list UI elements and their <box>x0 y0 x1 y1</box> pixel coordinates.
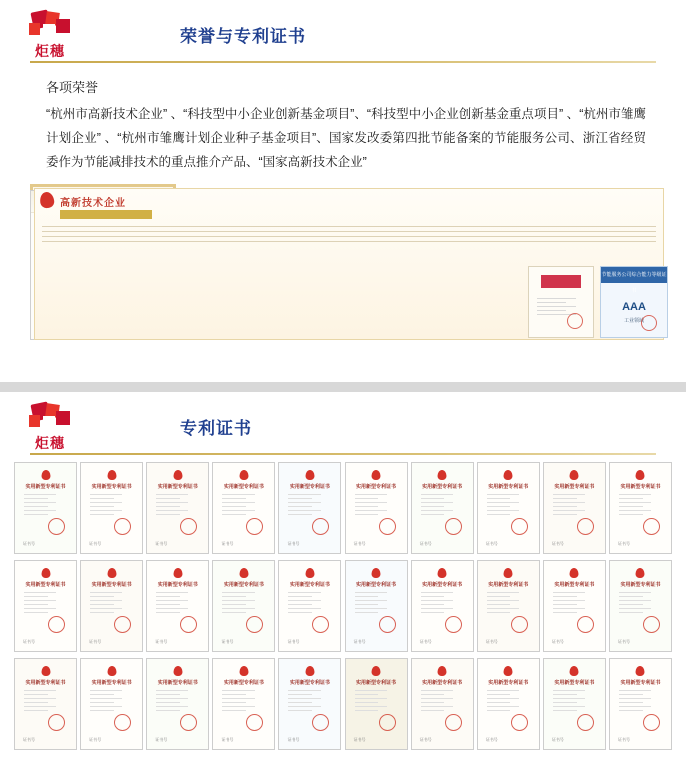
seal-icon <box>567 313 583 329</box>
patent-footer: 证书号 <box>89 737 102 742</box>
flame-icon <box>504 666 513 676</box>
flame-icon <box>41 568 50 578</box>
logo-text: 炬穗 <box>35 43 65 59</box>
patent-title: 实用新型专利证书 <box>223 484 264 490</box>
logo-text: 炬穗 <box>35 435 65 451</box>
seal-icon <box>643 518 660 535</box>
patent-title: 实用新型专利证书 <box>157 582 198 588</box>
flame-icon <box>372 470 381 480</box>
patent-certificate <box>80 658 143 750</box>
patent-footer: 证书号 <box>89 541 102 546</box>
seal-icon <box>379 714 396 731</box>
patent-footer: 证书号 <box>419 541 432 546</box>
seal-icon <box>114 518 131 535</box>
flame-icon <box>438 568 447 578</box>
certificate-gallery <box>30 184 668 344</box>
patent-title: 实用新型专利证书 <box>620 680 661 686</box>
company-logo <box>22 10 78 58</box>
seal-icon <box>643 616 660 633</box>
patent-footer: 证书号 <box>23 541 35 546</box>
flame-icon <box>305 470 314 480</box>
patent-certificate <box>477 462 540 554</box>
seal-icon <box>180 616 197 633</box>
patent-title: 实用新型专利证书 <box>488 484 529 490</box>
patent-footer: 证书号 <box>221 639 234 644</box>
patent-footer: 证书号 <box>617 639 630 644</box>
patent-footer: 证书号 <box>551 737 564 742</box>
flame-icon <box>41 666 50 676</box>
flame-icon <box>636 568 645 578</box>
flame-icon <box>305 666 314 676</box>
seal-icon <box>511 616 528 633</box>
patent-row <box>14 560 672 652</box>
patent-certificate <box>146 658 209 750</box>
seal-icon <box>48 518 65 535</box>
patent-title: 实用新型专利证书 <box>422 582 463 588</box>
patent-footer: 证书号 <box>419 639 432 644</box>
patent-footer: 证书号 <box>221 541 234 546</box>
patent-footer: 证书号 <box>485 639 498 644</box>
patent-certificate <box>146 462 209 554</box>
patent-title: 实用新型专利证书 <box>223 582 264 588</box>
flame-icon <box>636 666 645 676</box>
seal-icon <box>511 714 528 731</box>
patent-footer: 证书号 <box>617 541 630 546</box>
flame-icon <box>239 470 248 480</box>
patent-certificate <box>345 560 408 652</box>
patent-title: 实用新型专利证书 <box>91 484 132 490</box>
patent-title: 实用新型专利证书 <box>620 484 661 490</box>
flame-icon <box>504 568 513 578</box>
patent-footer: 证书号 <box>23 639 35 644</box>
flame-icon <box>570 568 579 578</box>
patent-certificate <box>411 560 474 652</box>
flame-icon <box>41 470 50 480</box>
seal-icon <box>180 714 197 731</box>
slide-page-patents <box>0 392 686 777</box>
patent-title: 实用新型专利证书 <box>25 680 66 686</box>
seal-icon <box>577 616 594 633</box>
patent-title: 实用新型专利证书 <box>289 484 330 490</box>
patent-title: 实用新型专利证书 <box>422 680 463 686</box>
seal-icon <box>180 518 197 535</box>
patent-certificate <box>14 658 77 750</box>
seal-icon <box>114 616 131 633</box>
flame-icon <box>239 568 248 578</box>
patent-certificate <box>543 658 606 750</box>
seal-icon <box>48 616 65 633</box>
seal-icon <box>577 518 594 535</box>
seal-icon <box>577 714 594 731</box>
patent-certificate <box>212 658 275 750</box>
patent-title: 实用新型专利证书 <box>554 582 595 588</box>
patent-title: 实用新型专利证书 <box>25 582 66 588</box>
patent-footer: 证书号 <box>485 541 498 546</box>
grade-cert-subtitle: 工业领域 <box>623 318 644 324</box>
patent-certificate <box>609 462 672 554</box>
patent-certificate <box>345 658 408 750</box>
patent-footer: 证书号 <box>353 541 366 546</box>
patent-footer: 证书号 <box>353 737 366 742</box>
seal-icon <box>246 518 263 535</box>
honors-text-block <box>0 62 686 178</box>
flame-icon <box>305 568 314 578</box>
patent-certificate <box>609 658 672 750</box>
patent-certificate <box>543 560 606 652</box>
seal-icon <box>48 714 65 731</box>
page-header <box>0 0 686 62</box>
flame-icon <box>107 568 116 578</box>
patent-certificate <box>212 560 275 652</box>
flame-icon <box>239 666 248 676</box>
patent-certificate <box>146 560 209 652</box>
patent-footer: 证书号 <box>551 541 564 546</box>
energy-service-grade-certificate <box>600 266 668 338</box>
patent-certificate <box>80 462 143 554</box>
patent-title: 实用新型专利证书 <box>620 582 661 588</box>
flame-icon <box>173 470 182 480</box>
grade-cert-header: 节能服务公司综合能力等级证书 <box>601 267 667 283</box>
patent-title: 实用新型专利证书 <box>157 680 198 686</box>
patent-certificate <box>477 658 540 750</box>
patent-certificate <box>212 462 275 554</box>
patent-certificate <box>411 658 474 750</box>
honors-subtitle: 各项荣誉 <box>46 80 99 95</box>
seal-icon <box>114 714 131 731</box>
flame-icon <box>570 470 579 480</box>
flame-icon <box>107 666 116 676</box>
header-divider <box>30 61 656 63</box>
patent-title: 实用新型专利证书 <box>554 484 595 490</box>
patent-title: 实用新型专利证书 <box>223 680 264 686</box>
patent-footer: 证书号 <box>485 737 498 742</box>
high-tech-cert-title: 高新技术企业 <box>60 198 126 209</box>
page-separator <box>0 382 686 392</box>
flame-icon <box>173 568 182 578</box>
patent-footer: 证书号 <box>287 639 300 644</box>
seal-icon <box>379 616 396 633</box>
patent-certificate <box>411 462 474 554</box>
patent-certificate <box>543 462 606 554</box>
flame-icon <box>504 470 513 480</box>
patent-title: 实用新型专利证书 <box>91 582 132 588</box>
patent-footer: 证书号 <box>89 639 102 644</box>
patent-grid <box>0 454 686 766</box>
company-logo <box>22 402 78 450</box>
patent-title: 实用新型专利证书 <box>356 582 397 588</box>
patent-certificate <box>278 560 341 652</box>
seal-icon <box>312 616 329 633</box>
seal-icon <box>643 714 660 731</box>
patent-footer: 证书号 <box>551 639 564 644</box>
patent-title: 实用新型专利证书 <box>289 680 330 686</box>
seal-icon <box>379 518 396 535</box>
honors-paragraph: “杭州市高新技术企业” 、“科技型中小企业创新基金项目”、“科技型中小企业创新基金重点项目” 、“杭州市雏鹰计划企业” 、“杭州市雏鹰计划企业种子基金项目”、国家发改委第四批节能备案的节能服务公司、浙江省经贸委作为节能减排技术的重点推介产品、“国家高新技术企业” <box>46 107 646 169</box>
patent-footer: 证书号 <box>155 737 168 742</box>
patent-certificate <box>345 462 408 554</box>
page-title: 专利证书 <box>180 419 252 438</box>
header-divider <box>30 453 656 455</box>
patent-title: 实用新型专利证书 <box>356 680 397 686</box>
patent-row <box>14 658 672 750</box>
seal-icon <box>246 714 263 731</box>
flame-squares-logo-icon <box>26 10 74 40</box>
patent-title: 实用新型专利证书 <box>289 582 330 588</box>
patent-title: 实用新型专利证书 <box>554 680 595 686</box>
flame-icon <box>107 470 116 480</box>
page-header <box>0 392 686 454</box>
seal-icon <box>641 315 657 331</box>
high-tech-enterprise-certificate <box>30 184 176 268</box>
flame-icon <box>570 666 579 676</box>
seal-icon <box>312 714 329 731</box>
patent-row <box>14 462 672 554</box>
patent-certificate <box>477 560 540 652</box>
patent-footer: 证书号 <box>155 639 168 644</box>
patent-title: 实用新型专利证书 <box>356 484 397 490</box>
flame-icon <box>438 470 447 480</box>
patent-certificate <box>278 658 341 750</box>
patent-certificate <box>80 560 143 652</box>
seal-icon <box>312 518 329 535</box>
honor-certificate-red <box>528 266 594 338</box>
patent-certificate <box>278 462 341 554</box>
patent-footer: 证书号 <box>617 737 630 742</box>
patent-footer: 证书号 <box>287 737 300 742</box>
slide-page-honors <box>0 0 686 382</box>
patent-footer: 证书号 <box>155 541 168 546</box>
seal-icon <box>445 714 462 731</box>
patent-certificate <box>14 462 77 554</box>
patent-footer: 证书号 <box>221 737 234 742</box>
seal-icon <box>445 616 462 633</box>
patent-title: 实用新型专利证书 <box>422 484 463 490</box>
page-title: 荣誉与专利证书 <box>180 27 306 46</box>
high-tech-cert-subtitle-band <box>60 210 152 219</box>
patent-title: 实用新型专利证书 <box>488 680 529 686</box>
seal-icon <box>246 616 263 633</box>
flame-icon <box>372 568 381 578</box>
grade-cert-grade: AAA <box>622 301 646 313</box>
seal-icon <box>511 518 528 535</box>
patent-footer: 证书号 <box>419 737 432 742</box>
patent-footer: 证书号 <box>353 639 366 644</box>
patent-footer: 证书号 <box>287 541 300 546</box>
flame-icon <box>173 666 182 676</box>
flame-icon <box>372 666 381 676</box>
patent-title: 实用新型专利证书 <box>157 484 198 490</box>
flame-icon <box>636 470 645 480</box>
patent-title: 实用新型专利证书 <box>91 680 132 686</box>
flame-squares-logo-icon <box>26 402 74 432</box>
flame-icon <box>438 666 447 676</box>
patent-certificate <box>609 560 672 652</box>
patent-title: 实用新型专利证书 <box>488 582 529 588</box>
patent-certificate <box>14 560 77 652</box>
seal-icon <box>445 518 462 535</box>
patent-title: 实用新型专利证书 <box>25 484 66 490</box>
patent-footer: 证书号 <box>23 737 35 742</box>
